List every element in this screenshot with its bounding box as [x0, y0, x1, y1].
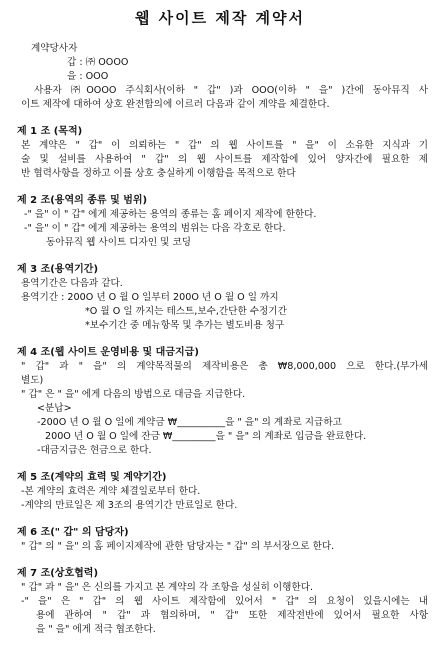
article-4-line: 200O 년 O 월 O 일에 잔금 ₩_________을 " 을" 의 계좌로 입금을 완료한다. — [45, 431, 367, 442]
article-3-line: *보수기간 중 메뉴항목 및 추가는 별도비용 청구 — [85, 320, 285, 331]
article-4-line: -대금지급은 현금으로 한다. — [37, 445, 152, 456]
article-2-line: -" 을" 이 " 갑" 에게 제공하는 용역의 종류는 홈 페이지 제작에 한한다. — [24, 209, 317, 220]
article-7-line: 용에 관하여 " 갑" 과 협의하며, " 갑" 또한 제작전반에 있어서 필요한 사항 — [36, 610, 428, 621]
article-3-line: 용역기간은 다음과 같다. — [21, 278, 123, 289]
article-7-heading: 제 7 조(상호협력) — [17, 568, 99, 579]
article-4-line: " 갑" 과 " 을" 의 계약목적물의 제작비용은 총 ₩8,000,000 으로 한다.(부가세 — [21, 361, 428, 372]
article-5-line: -본 계약의 효력은 계약 체결일로부터 한다. — [21, 486, 201, 497]
article-7-line: 을 " 을" 에게 적극 협조한다. — [36, 624, 156, 635]
article-3-line: 용역기간 : 200O 년 O 월 O 일부터 200O 년 O 월 O 일 까지 — [21, 292, 279, 303]
article-6-line: " 갑" 의 " 을" 의 홈 페이지제작에 관한 담당자는 " 갑" 의 부서장으로 한다. — [21, 541, 335, 552]
article-1-heading: 제 1 조 (목적) — [17, 126, 83, 137]
article-3-heading: 제 3 조(용역기간) — [17, 264, 99, 275]
article-3-line: *O 월 O 일 까지는 테스트,보수,간단한 수정기간 — [85, 306, 287, 317]
article-4-line: " 갑" 은 " 을" 에게 다음의 방법으로 대금을 지급한다. — [21, 389, 246, 400]
article-2-line: 동아뮤직 웹 사이트 디자인 및 코딩 — [46, 237, 191, 248]
article-5-heading: 제 5 조(계약의 효력 및 계약기간) — [17, 472, 167, 483]
article-1-line: 본 계약은 " 갑" 이 의뢰하는 " 갑" 의 웹 사이트를 " 을" 이 소유한 지식과 기 — [21, 140, 428, 151]
article-1-line: 반 협력사항을 정하고 이를 상호 충실하게 이행함을 목적으로 한다 — [21, 168, 296, 179]
party-eul: 을 : OOO — [67, 71, 109, 82]
article-6-heading: 제 6 조(" 갑" 의 담당자) — [17, 527, 129, 538]
article-1-line: 술 및 설비를 사용하여 " 갑" 의 웹 사이트를 제작함에 있어 양자간에 필요한 제 — [21, 154, 428, 165]
article-4-line: <분납> — [37, 403, 72, 414]
party-gap: 갑 : ㈜ OOOO — [67, 57, 129, 68]
article-4-line: 별도) — [21, 375, 44, 386]
document-title: 웹 사이트 제작 계약서 — [134, 9, 306, 27]
article-2-heading: 제 2 조(용역의 종류 및 범위) — [17, 195, 148, 206]
article-5-line: -계약의 만료일은 제 3조의 용역기간 만료일로 한다. — [21, 500, 238, 511]
article-7-line: " 갑" 과 " 을" 은 신의를 가지고 본 계약의 각 조항을 성실히 이행한다. — [21, 582, 314, 593]
parties-label: 계약당사자 — [31, 43, 78, 54]
article-4-heading: 제 4 조(웹 사이트 운영비용 및 대금지급) — [17, 347, 199, 358]
article-4-line: -200O 년 O 월 O 일에 계약금 ₩__________을 " 을" 의 계좌로 지급하고 — [37, 417, 342, 428]
intro-line: 이트 제작에 대하여 상호 완전합의에 이르러 다음과 같이 계약을 체결한다. — [21, 99, 330, 110]
intro-line: 사용자 ㈜OOOO 주식회사(이하 " 갑" )과 OOO(이하 " 을" )간에 동아뮤직 사 — [34, 85, 428, 96]
article-7-line: -" 을" 은 " 갑" 의 웹 사이트 제작함에 있어서 " 갑" 의 요청이 있을시에는 내 — [21, 596, 428, 607]
article-2-line: -" 을" 이 " 갑" 에게 제공하는 용역의 범위는 다음 각호로 한다. — [24, 223, 286, 234]
